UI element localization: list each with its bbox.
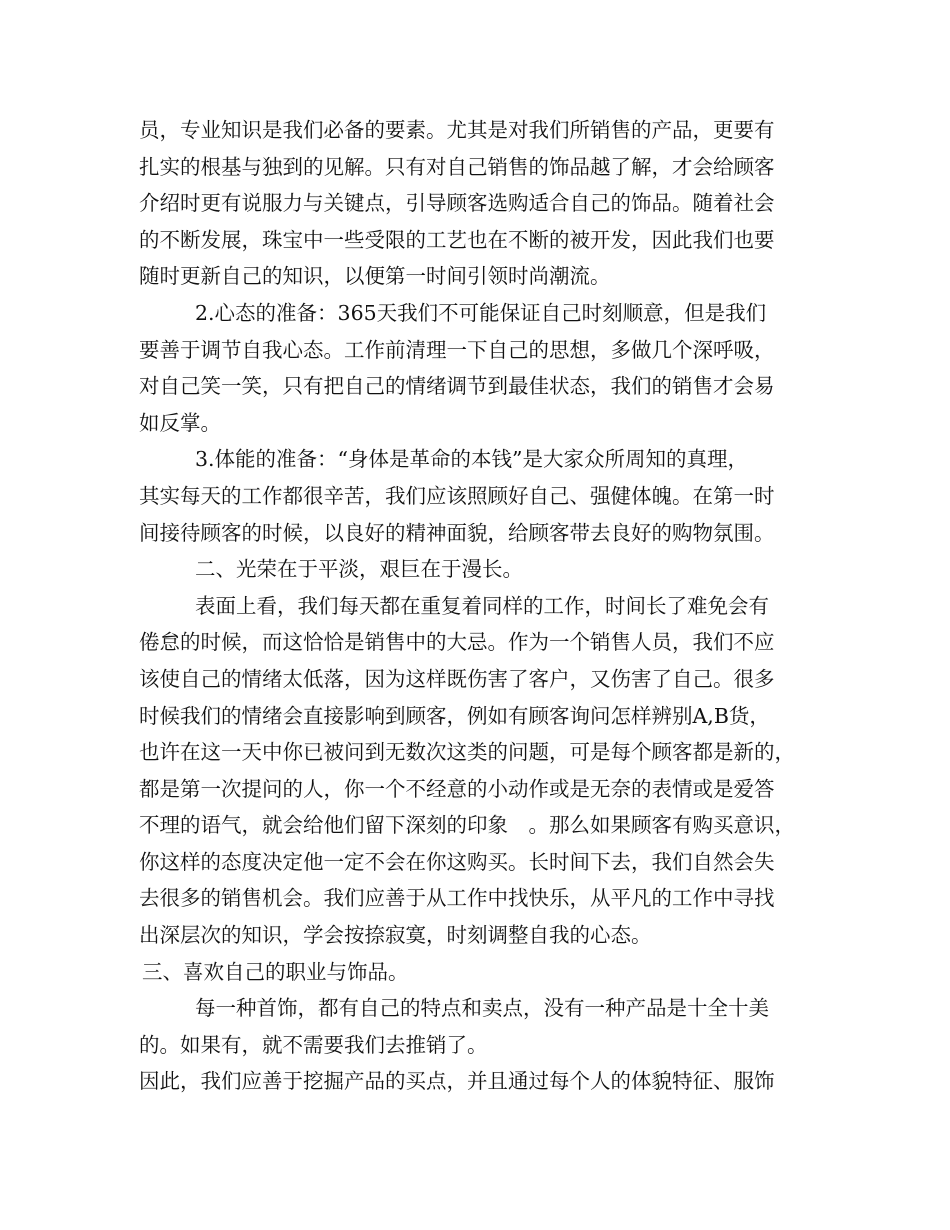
text-line: 不理的语气，就会给他们留下深刻的印象 。那么如果顾客有购买意识，: [139, 813, 795, 838]
text-line: 该使自己的情绪太低落，因为这样既伤害了客户，又伤害了自己。很多: [139, 666, 775, 691]
text-line: 间接待顾客的时候，以良好的精神面貌，给顾客带去良好的购物氛围。: [139, 520, 775, 545]
text-line: 要善于调节自我心态。工作前清理一下自己的思想，多做几个深呼吸，: [139, 337, 775, 362]
text-line: 时候我们的情绪会直接影响到顾客，例如有顾客询问怎样辨别A,B货，: [139, 703, 770, 728]
text-line: 扎实的根基与独到的见解。只有对自己销售的饰品越了解，才会给顾客: [139, 154, 775, 179]
text-line: 随时更新自己的知识，以便第一时间引领时尚潮流。: [139, 264, 611, 289]
text-line: 介绍时更有说服力与关键点，引导顾客选购适合自己的饰品。随着社会: [139, 191, 775, 216]
text-line: 员，专业知识是我们必备的要素。尤其是对我们所销售的产品，更要有: [139, 118, 775, 142]
text-line: 其实每天的工作都很辛苦，我们应该照顾好自己、强健体魄。在第一时: [139, 483, 775, 508]
text-line: 对自己笑一笑，只有把自己的情绪调节到最佳状态，我们的销售才会易: [139, 374, 775, 399]
document-body: [139, 112, 829, 1100]
text-line: 的不断发展，珠宝中一些受限的工艺也在不断的被开发，因此我们也要: [139, 227, 775, 252]
text-line: 的。如果有，就不需要我们去推销了。: [139, 1032, 488, 1057]
section-item-mindset: 2.心态的准备：365天我们不可能保证自己时刻顺意，但是我们: [195, 300, 767, 325]
paragraph-start: 每一种首饰，都有自己的特点和卖点，没有一种产品是十全十美: [195, 996, 769, 1021]
text-line: 都是第一次提问的人，你一个不经意的小动作或是无奈的表情或是爱答: [139, 776, 775, 801]
section-heading-two: 二、光荣在于平淡，艰巨在于漫长。: [195, 557, 523, 582]
paragraph-start: 表面上看，我们每天都在重复着同样的工作，时间长了难免会有: [195, 593, 769, 618]
text-line: 倦怠的时候，而这恰恰是销售中的大忌。作为一个销售人员，我们不应: [139, 630, 775, 655]
section-item-stamina: 3.体能的准备：“身体是革命的本钱”是大家众所周知的真理，: [195, 447, 749, 472]
text-line: 你这样的态度决定他一定不会在你这购买。长时间下去，我们自然会失: [139, 849, 775, 874]
text-line: 出深层次的知识，学会按捺寂寞，时刻调整自我的心态。: [139, 923, 652, 948]
text-line: 去很多的销售机会。我们应善于从工作中找快乐，从平凡的工作中寻找: [139, 886, 775, 911]
text-line: 也许在这一天中你已被问到无数次这类的问题，可是每个顾客都是新的，: [139, 740, 795, 765]
text-line: 如反掌。: [139, 410, 221, 435]
text-line: 因此，我们应善于挖掘产品的买点，并且通过每个人的体貌特征、服饰: [139, 1069, 775, 1094]
section-heading-three: 三、喜欢自己的职业与饰品。: [142, 959, 409, 984]
